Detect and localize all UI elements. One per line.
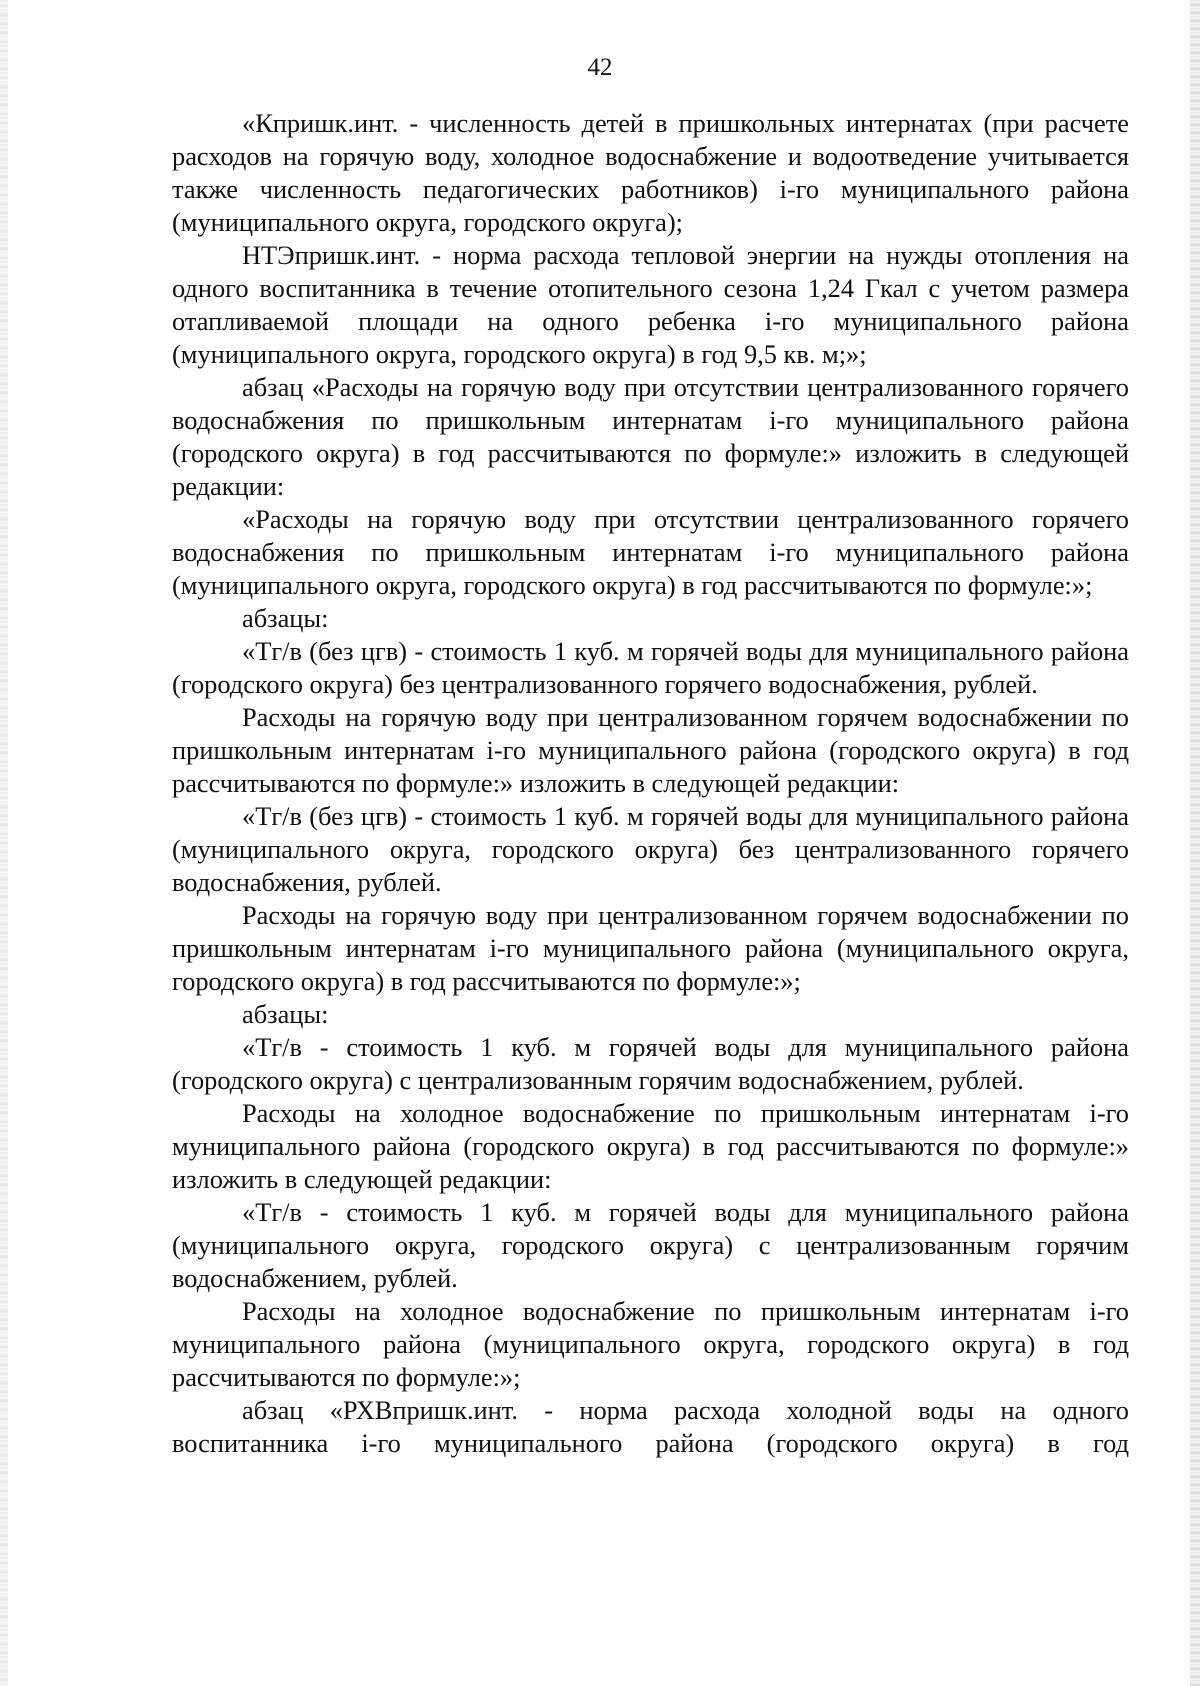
paragraph-abzacy-1: абзацы: [242,603,329,633]
paragraph-cold-water-old: Расходы на холодное водоснабжение по пришкольным интернатам i-го муниципального района (городского округа) в год рассчитываются по формуле:» изложить в следующей редакции: [172,1098,1129,1194]
document-body [172,107,1129,1460]
paragraph-new-wording-hot-water-no-central: «Расходы на горячую воду при отсутствии централизованного горячего водоснабжения по пришкольным интернатам i-го муниципального района (муниципального округа, городского округа) в год рассчитываются по формуле:»; [172,504,1129,600]
paragraph-amendment-hot-water-no-central: абзац «Расходы на горячую воду при отсутствии централизованного горячего водоснабжения по пришкольным интернатам i-го муниципального района (городского округа) в год рассчитываются по формуле:» изложить в следующей редакции: [172,372,1129,501]
paragraph-tgv-no-cgv-old: «Тг/в (без цгв) - стоимость 1 куб. м горячей воды для муниципального района (городского округа) без централизованного горячего водоснабжения, рублей. [172,636,1129,699]
paragraph-cold-water-new: Расходы на холодное водоснабжение по пришкольным интернатам i-го муниципального района (муниципального округа, городского округа) в год рассчитываются по формуле:»; [172,1296,1129,1392]
paragraph-tgv-central-old: «Тг/в - стоимость 1 куб. м горячей воды для муниципального района (городского округа) с централизованным горячим водоснабжением, рублей. [172,1032,1129,1095]
scan-edge-right [1190,0,1200,1686]
paragraph-kprishk-definition: «Кпришк.инт. - численность детей в пришкольных интернатах (при расчете расходов на горячую воду, холодное водоснабжение и водоотведение учитывается также численность педагогических работников) i-го муниципального района (муниципального округа, городского округа); [172,108,1129,237]
paragraph-nte-definition: НТЭпришк.инт. - норма расхода тепловой энергии на нужды отопления на одного воспитанника в течение отопительного сезона 1,24 Гкал с учетом размера отапливаемой площади на одного ребенка i-го муниципального района (муниципального округа, городского округа) в год 9,5 кв. м;»; [172,240,1129,369]
page-number: 42 [587,54,613,81]
paragraph-abzacy-2: абзацы: [242,999,329,1029]
paragraph-hot-water-central-old: Расходы на горячую воду при централизованном горячем водоснабжении по пришкольным интернатам i-го муниципального района (городского округа) в год рассчитываются по формуле:» изложить в следующей редакции: [172,702,1129,798]
paragraph-hot-water-central-new: Расходы на горячую воду при централизованном горячем водоснабжении по пришкольным интернатам i-го муниципального района (муниципального округа, городского округа) в год рассчитываются по формуле:»; [172,900,1129,996]
paragraph-tgv-no-cgv-new: «Тг/в (без цгв) - стоимость 1 куб. м горячей воды для муниципального района (муниципального округа, городского округа) без централизованного горячего водоснабжения, рублей. [172,801,1129,897]
paragraph-rhv-definition: абзац «РХВпришк.инт. - норма расхода холодной воды на одного воспитанника i-го муниципального района (городского округа) в год [172,1395,1129,1458]
scan-edge-left [0,0,8,1686]
paragraph-tgv-central-new: «Тг/в - стоимость 1 куб. м горячей воды для муниципального района (муниципального округа, городского округа) с централизованным горячим водоснабжением, рублей. [172,1197,1129,1293]
